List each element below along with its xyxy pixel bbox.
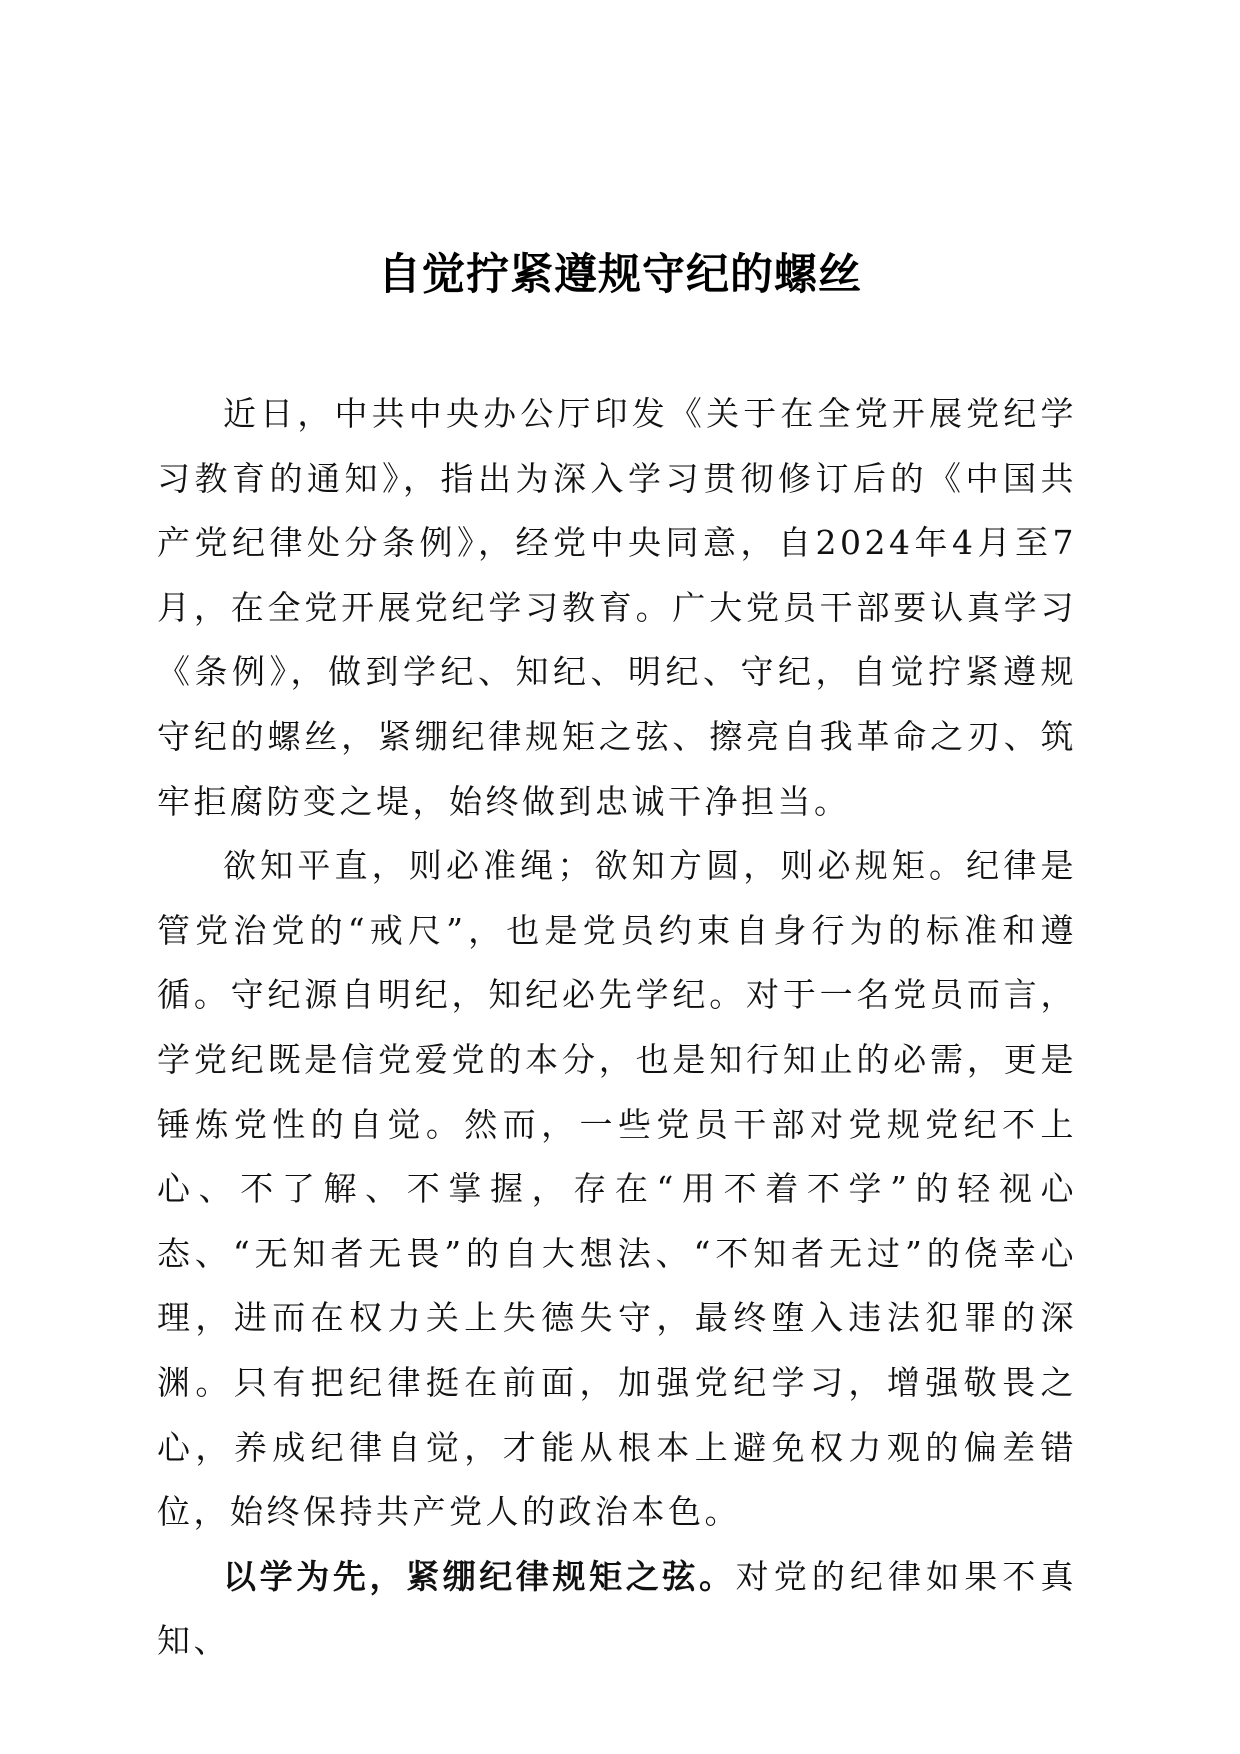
paragraph-3: [157, 1545, 1077, 1674]
paragraph-1: 近日，中共中央办公厅印发《关于在全党开展党纪学习教育的通知》，指出为深入学习贯彻修订后的《中国共产党纪律处分条例》，经党中央同意，自2024年4月至7月，在全党开展党纪学习教育。广大党员干部要认真学习《条例》，做到学纪、知纪、明纪、守纪，自觉拧紧遵规守纪的螺丝，紧绷纪律规矩之弦、擦亮自我革命之刃、筑牢拒腐防变之堤，始终做到忠诚干净担当。: [157, 394, 1077, 821]
paragraph-2: 欲知平直，则必准绳；欲知方圆，则必规矩。纪律是管党治党的“戒尺”，也是党员约束自身行为的标准和遵循。守纪源自明纪，知纪必先学纪。对于一名党员而言，学党纪既是信党爱党的本分，也是知行知止的必需，更是锤炼党性的自觉。然而，一些党员干部对党规党纪不上心、不了解、不掌握，存在“用不着不学”的轻视心态、“无知者无畏”的自大想法、“不知者无过”的侥幸心理，进而在权力关上失德失守，最终堕入违法犯罪的深渊。只有把纪律挺在前面，加强党纪学习，增强敬畏之心，养成纪律自觉，才能从根本上避免权力观的偏差错位，始终保持共产党人的政治本色。: [157, 846, 1077, 1532]
paragraph-3-text: 对党的纪律如果不真知、: [157, 1556, 1078, 1661]
document-title: 自觉拧紧遵规守纪的螺丝: [378, 250, 862, 300]
document-body: [157, 382, 1077, 1674]
paragraph-3-lead: 以学为先，紧绷纪律规矩之弦。: [223, 1556, 736, 1596]
